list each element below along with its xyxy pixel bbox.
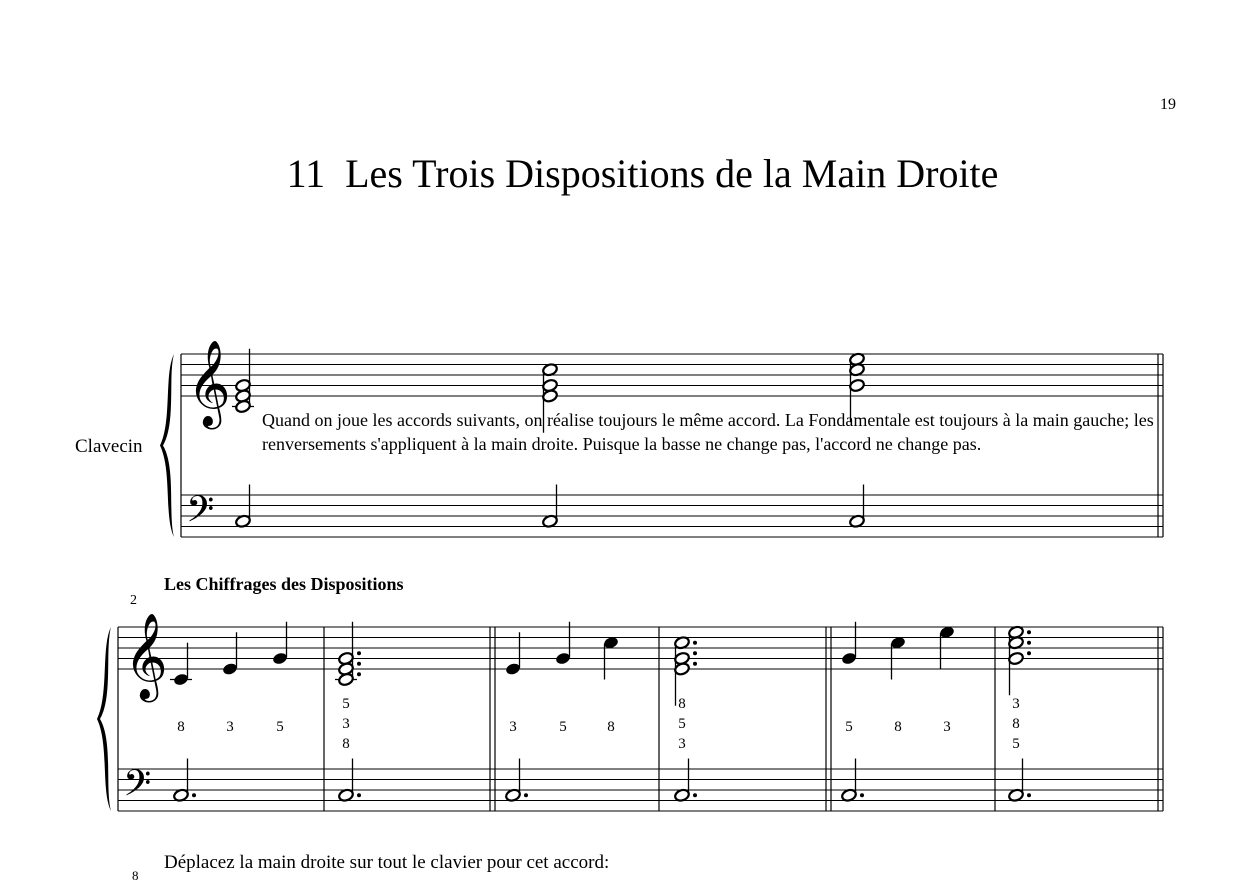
duration-dot [1027,630,1031,634]
note-head [338,651,355,665]
ottava-mark: 8 [132,868,139,883]
figure-number: 5 [678,716,686,732]
figure-number: 3 [226,719,234,735]
duration-dot [357,651,361,655]
note-head [555,651,572,665]
figure-number: 8 [894,719,902,735]
figure-number: 8 [607,719,615,735]
grand-staff-brace [97,627,111,811]
page-title: 11 Les Trois Dispositions de la Main Droite [286,151,999,196]
duration-dot [693,651,697,655]
duration-dot [1027,793,1031,797]
intro-paragraph: Quand on joue les accords suivants, on réalise toujours le même accord. La Fondamentale est toujours à la main gauche; les renversements s'appliquent à la main droite. Puisque la basse ne change pas, l'accord ne change pas. [262,410,1154,454]
bass-clef: 𝄢 [186,488,215,540]
footer-instruction: Déplacez la main droite sur tout le clavier pour cet accord: [164,852,610,873]
duration-dot [693,662,697,666]
figure-number: 8 [177,719,185,735]
note-head [1008,651,1025,665]
duration-dot [1027,641,1031,645]
page-number: 19 [1160,96,1176,113]
note-head [235,378,252,392]
duration-dot [357,672,361,676]
note-head [505,662,522,676]
duration-dot [860,793,864,797]
duration-dot [357,662,361,666]
figure-number: 5 [342,696,350,712]
figure-number: 5 [845,719,853,735]
figure-number: 3 [943,719,951,735]
duration-dot [524,793,528,797]
figure-number: 5 [1012,736,1020,752]
duration-dot [357,793,361,797]
duration-dot [693,641,697,645]
instrument-label: Clavecin [75,436,143,457]
duration-dot [1027,651,1031,655]
treble-clef: 𝄞 [187,340,231,426]
note-head [542,378,559,392]
duration-dot [192,793,196,797]
figure-number: 8 [1012,716,1020,732]
figure-number: 8 [678,696,686,712]
note-head [849,378,866,392]
note-head [272,651,289,665]
figure-number: 3 [1012,696,1020,712]
figure-number: 5 [559,719,567,735]
figure-number: 3 [678,736,686,752]
measure-number: 2 [130,593,137,608]
figure-number: 3 [509,719,517,735]
note-head [222,662,239,676]
note-head [841,651,858,665]
system-2 [97,613,1163,814]
section-heading: Les Chiffrages des Dispositions [164,574,404,594]
bass-clef: 𝄢 [123,762,152,814]
duration-dot [693,793,697,797]
figure-number: 5 [276,719,284,735]
note-head [674,651,691,665]
grand-staff-brace [160,354,174,537]
figure-number: 3 [342,716,350,732]
note-head [173,672,190,686]
figure-number: 8 [342,736,350,752]
treble-clef: 𝄞 [124,613,168,699]
